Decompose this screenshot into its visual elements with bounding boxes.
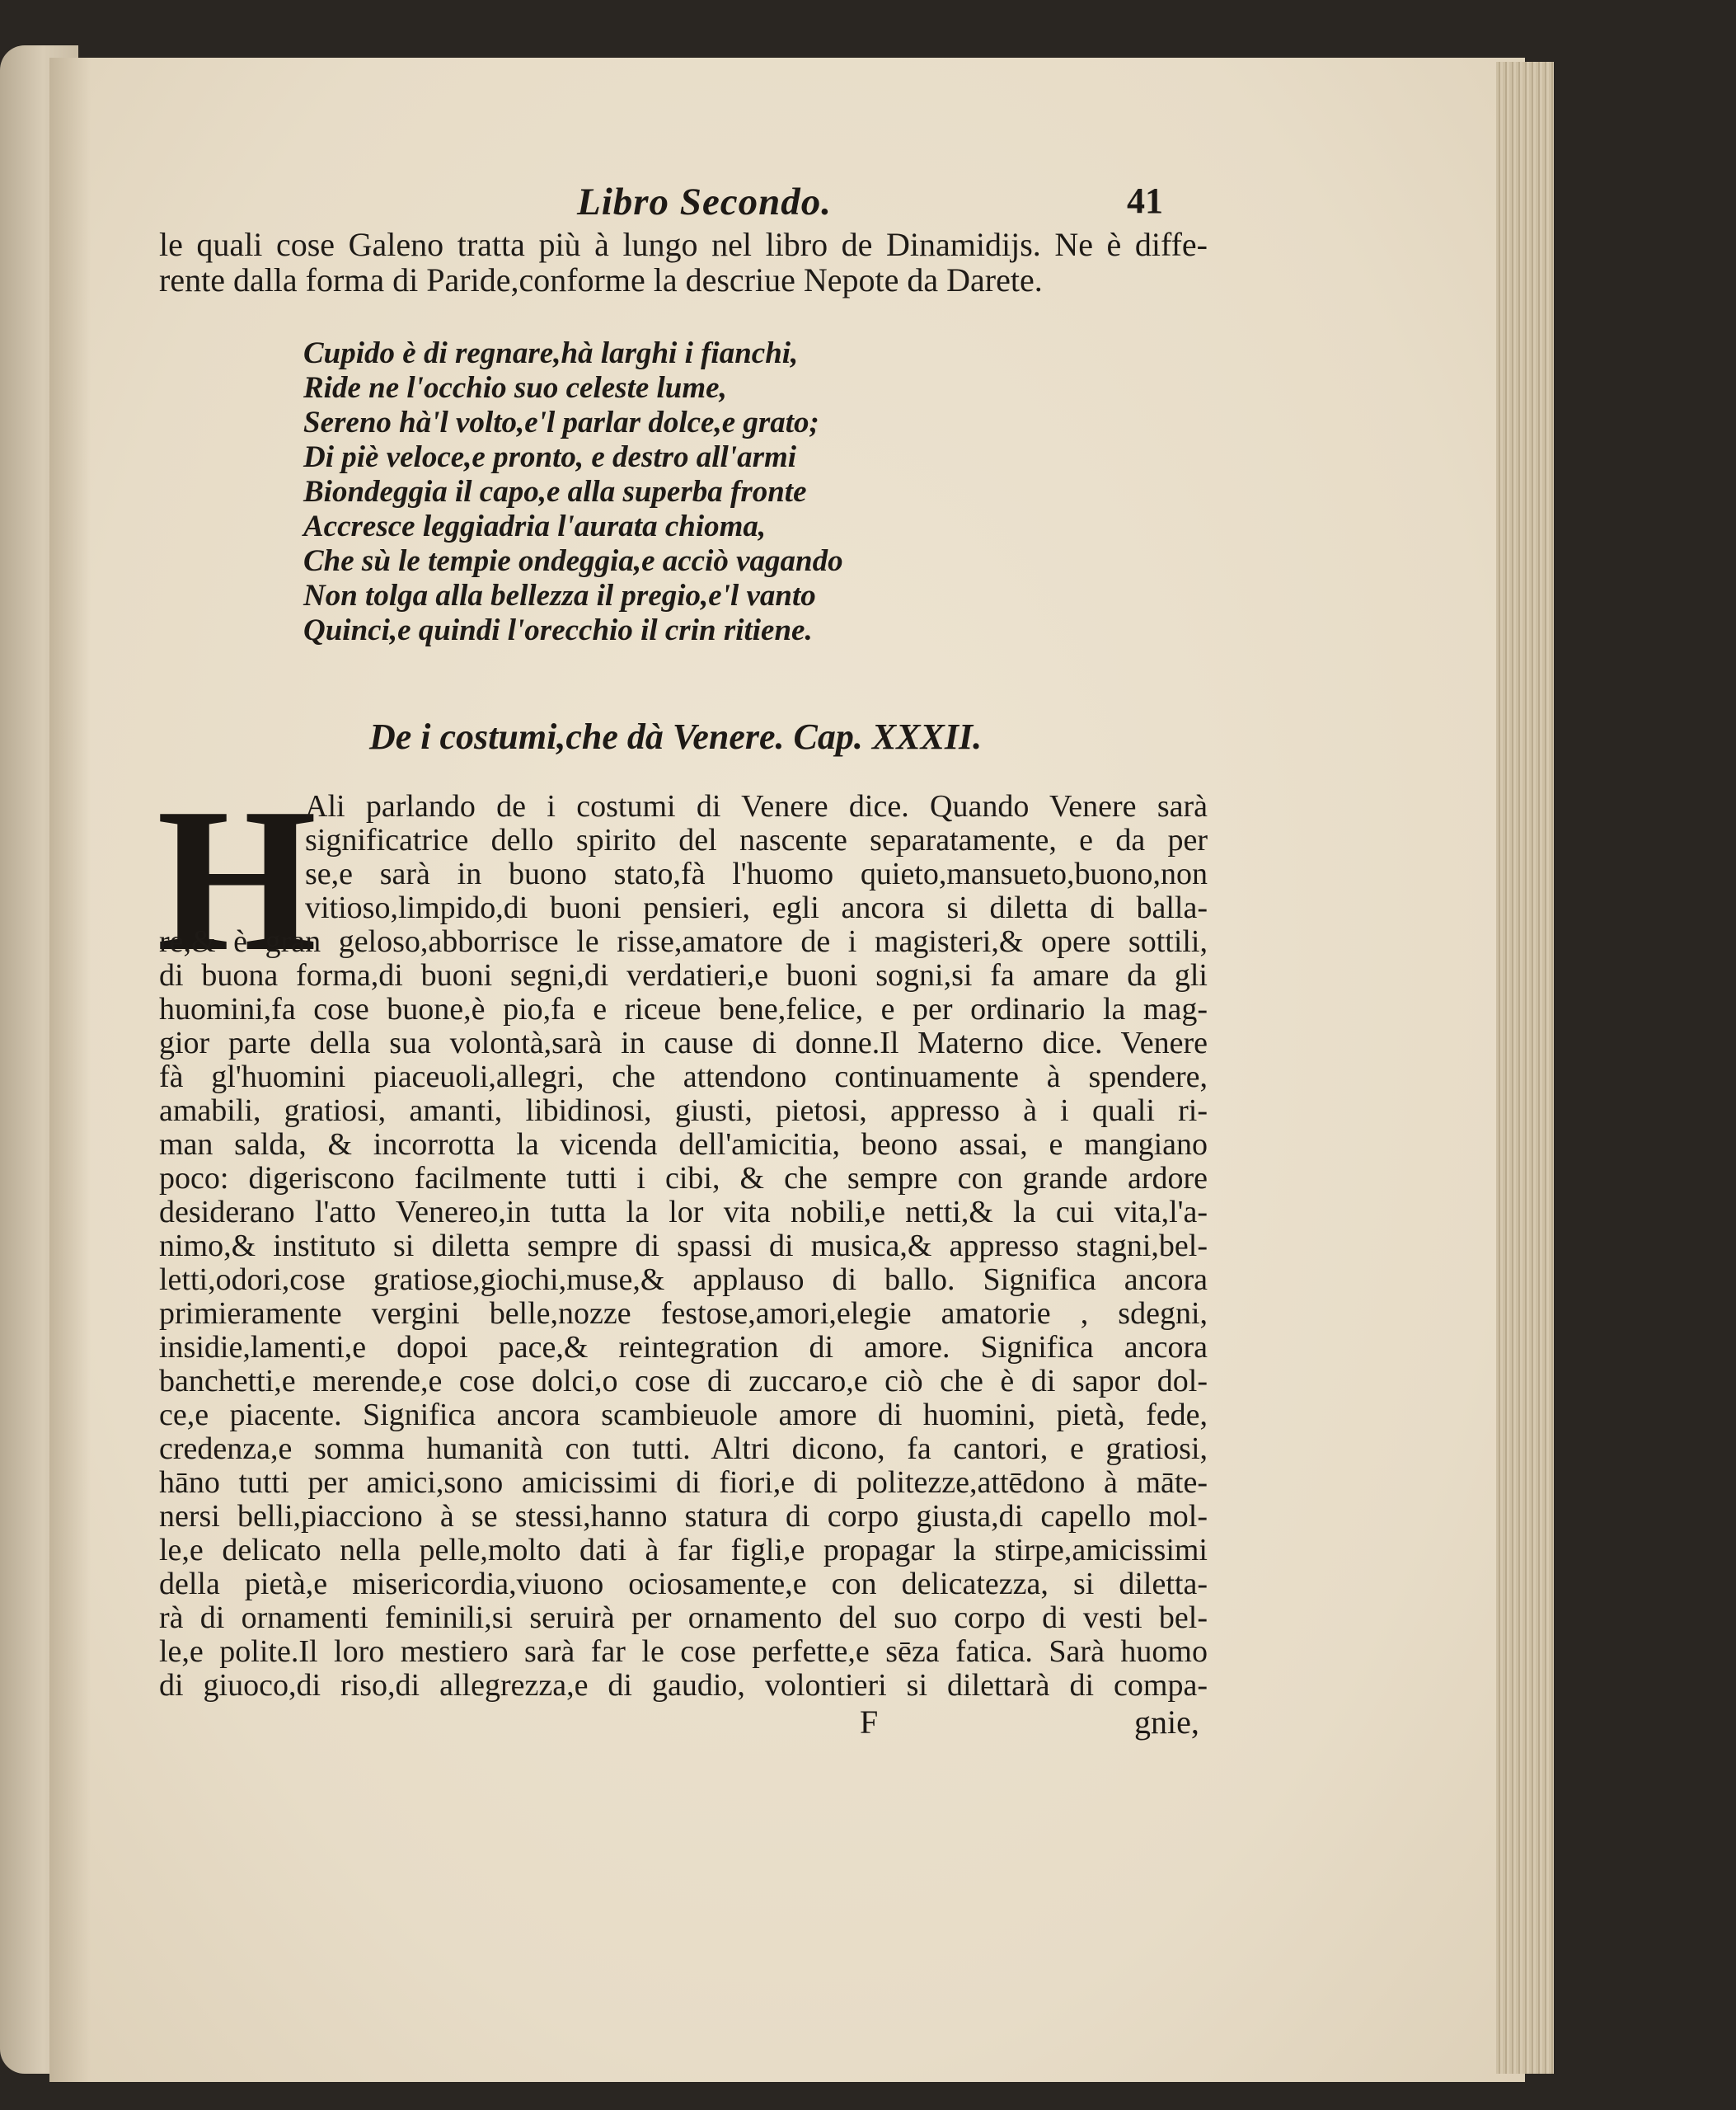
verse-line: Che sù le tempie ondeggia,e acciò vagando bbox=[303, 544, 843, 578]
body-line: letti,odori,cose gratiose,giochi,muse,& applauso di ballo. Significa ancora bbox=[159, 1262, 1208, 1297]
verse-line: Accresce leggiadria l'aurata chioma, bbox=[303, 510, 767, 543]
intro-line: le quali cose Galeno tratta più à lungo nel libro de Dinamidijs. Ne è diffe- bbox=[159, 226, 1208, 263]
body-line: insidie,lamenti,e dopoi pace,& reintegration di amore. Significa ancora bbox=[159, 1330, 1208, 1365]
body-line: Ali parlando de i costumi di Venere dice. Quando Venere sarà bbox=[305, 789, 1208, 824]
verse-line: Quinci,e quindi l'orecchio il crin ritiene. bbox=[303, 613, 813, 647]
catchword: gnie, bbox=[1134, 1704, 1199, 1741]
body-line: della pietà,e misericordia,viuono ociosamente,e con delicatezza, si diletta- bbox=[159, 1567, 1208, 1601]
drop-cap-initial: H bbox=[157, 766, 317, 994]
body-line: banchetti,e merende,e cose dolci,o cose di zuccaro,e ciò che è di sapor dol- bbox=[159, 1364, 1208, 1398]
body-line: le,e polite.Il loro mestiero sarà far le cose perfette,e sēza fatica. Sarà huomo bbox=[159, 1634, 1208, 1669]
body-line: primieramente vergini belle,nozze festose,amori,elegie amatorie , sdegni, bbox=[159, 1296, 1208, 1331]
body-line: re,& è gran geloso,abborrisce le risse,amatore de i magisteri,& opere sottili, bbox=[159, 924, 1208, 959]
verse-line: Sereno hà'l volto,e'l parlar dolce,e grato; bbox=[303, 406, 819, 439]
verse-line: Cupido è di regnare,hà larghi i fianchi, bbox=[303, 336, 799, 370]
intro-line: rente dalla forma di Paride,conforme la descriue Nepote da Darete. bbox=[159, 261, 1043, 298]
verse-line: Ride ne l'occhio suo celeste lume, bbox=[303, 371, 727, 405]
body-line: rà di ornamenti feminili,si seruirà per ornamento del suo corpo di vesti bel- bbox=[159, 1600, 1208, 1635]
body-line: huomini,fa cose buone,è pio,fa e riceue bene,felice, e per ordinario la mag- bbox=[159, 992, 1208, 1027]
body-line: nimo,& instituto si diletta sempre di spassi di musica,& appresso stagni,bel- bbox=[159, 1229, 1208, 1263]
verse-line: Biondeggia il capo,e alla superba fronte bbox=[303, 475, 807, 509]
body-line: significatrice dello spirito del nascente separatamente, e da per bbox=[305, 823, 1208, 858]
body-line: amabili, gratiosi, amanti, libidinosi, giusti, pietosi, appresso à i quali ri- bbox=[159, 1093, 1208, 1128]
body-line: di giuoco,di riso,di allegrezza,e di gaudio, volontieri si dilettarà di compa- bbox=[159, 1668, 1208, 1703]
running-head: Libro Secondo. bbox=[577, 181, 833, 223]
verse-line: Non tolga alla bellezza il pregio,e'l vanto bbox=[303, 579, 816, 613]
body-line: fà gl'huomini piaceuoli,allegri, che attendono continuamente à spendere, bbox=[159, 1060, 1208, 1094]
page-gutter bbox=[49, 58, 91, 2082]
body-line: gior parte della sua volontà,sarà in cause di donne.Il Materno dice. Venere bbox=[159, 1026, 1208, 1060]
body-line: se,e sarà in buono stato,fà l'huomo quieto,mansueto,buono,non bbox=[305, 857, 1208, 891]
body-line: hāno tutti per amici,sono amicissimi di fiori,e di politezze,attēdono à māte- bbox=[159, 1465, 1208, 1500]
body-line: di buona forma,di buoni segni,di verdatieri,e buoni sogni,si fa amare da gli bbox=[159, 958, 1208, 993]
body-line: nersi belli,piacciono à se stessi,hanno statura di corpo giusta,di capello mol- bbox=[159, 1499, 1208, 1534]
body-line: desiderano l'atto Venereo,in tutta la lor vita nobili,e netti,& la cui vita,l'a- bbox=[159, 1195, 1208, 1229]
verse-line: Di piè veloce,e pronto, e destro all'armi bbox=[303, 440, 797, 474]
body-line: credenza,e somma humanità con tutti. Altri dicono, fa cantori, e gratiosi, bbox=[159, 1431, 1208, 1466]
body-line: poco: digeriscono facilmente tutti i cibi, & che sempre con grande ardore bbox=[159, 1161, 1208, 1196]
body-line: vitioso,limpido,di buoni pensieri, egli ancora si diletta di balla- bbox=[305, 891, 1208, 925]
body-line: le,e delicato nella pelle,molto dati à far figli,e propagar la stirpe,amicissimi bbox=[159, 1533, 1208, 1567]
chapter-title: De i costumi,che dà Venere. Cap. XXXII. bbox=[369, 717, 983, 757]
fore-edge bbox=[1496, 62, 1554, 2074]
folio-number: 41 bbox=[1127, 181, 1163, 221]
body-line: man salda, & incorrotta la vicenda dell'amicitia, beono assai, e mangiano bbox=[159, 1127, 1208, 1162]
signature-mark: F bbox=[860, 1704, 879, 1741]
body-line: ce,e piacente. Significa ancora scambieuole amore di huomini, pietà, fede, bbox=[159, 1398, 1208, 1432]
